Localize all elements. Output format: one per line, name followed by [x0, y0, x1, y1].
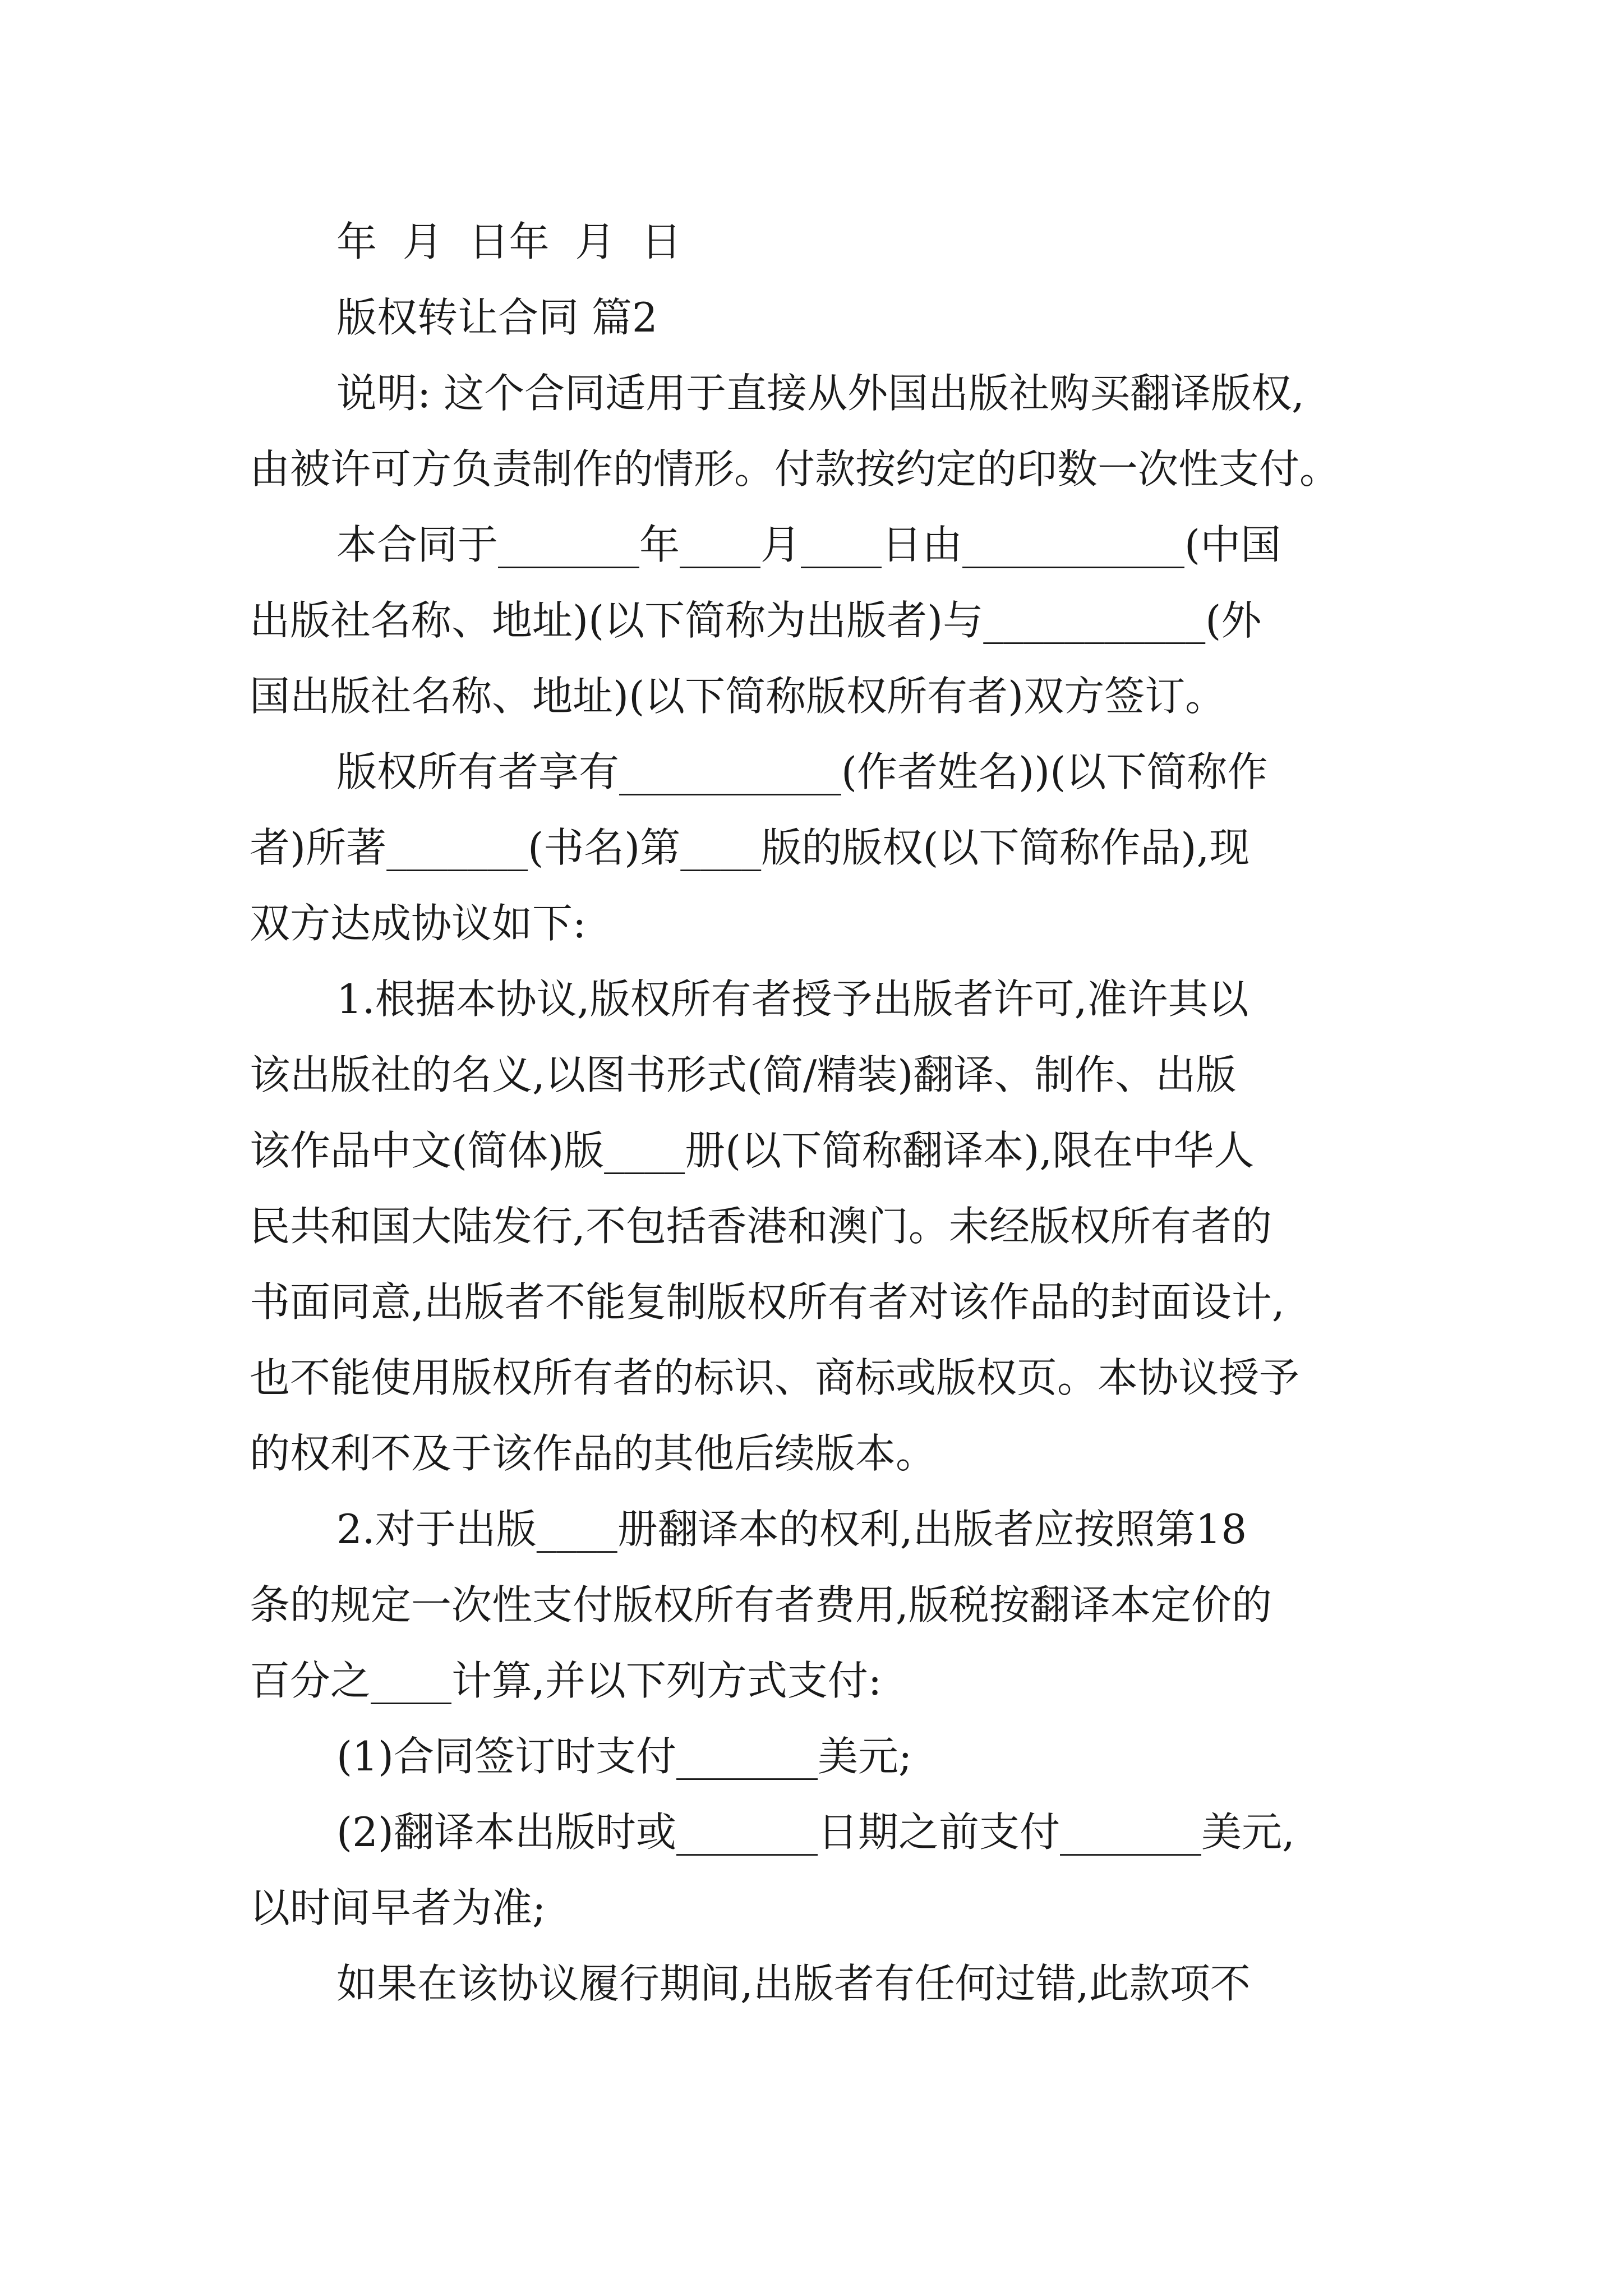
paragraph-line: 者)所著_______(书名)第____版的版权(以下简称作品),现 [250, 824, 1250, 871]
clause-1-line: 该作品中文(简体)版____册(以下简称翻译本),限在中华人 [250, 1127, 1255, 1174]
clause-1-line: 该出版社的名义,以图书形式(简/精装)翻译、制作、出版 [250, 1051, 1237, 1098]
payment-item-2: 以时间早者为准; [250, 1884, 546, 1931]
date-line: 年 月 日年 月 日 [336, 218, 682, 265]
paragraph-line: 国出版社名称、地址)(以下简称版权所有者)双方签订。 [250, 673, 1226, 720]
payment-item-2: (2)翻译本出版时或_______日期之前支付_______美元, [336, 1809, 1295, 1856]
clause-1-line: 1.根据本协议,版权所有者授予出版者许可,准许其以 [336, 976, 1249, 1023]
paragraph-line: 版权所有者享有___________(作者姓名))(以下简称作 [336, 748, 1268, 795]
paragraph-line: 说明: 这个合同适用于直接从外国出版社购买翻译版权, [336, 370, 1305, 417]
clause-2-line: 2.对于出版____册翻译本的权利,出版者应按照第18 [336, 1506, 1247, 1553]
payment-item-1: (1)合同签订时支付_______美元; [336, 1733, 912, 1780]
clause-1-line: 书面同意,出版者不能复制版权所有者对该作品的封面设计, [250, 1278, 1285, 1326]
clause-2-line: 条的规定一次性支付版权所有者费用,版税按翻译本定价的 [250, 1581, 1272, 1628]
clause-1-line: 也不能使用版权所有者的标识、商标或版权页。本协议授予 [250, 1354, 1300, 1401]
paragraph-line: 双方达成协议如下: [250, 900, 587, 947]
paragraph-line: 出版社名称、地址)(以下简称为出版者)与___________(外 [250, 597, 1262, 644]
clause-1-line: 民共和国大陆发行,不包括香港和澳门。未经版权所有者的 [250, 1203, 1272, 1250]
section-heading: 版权转让合同 篇2 [336, 294, 658, 341]
paragraph-line: 由被许可方负责制作的情形。付款按约定的印数一次性支付。 [250, 445, 1340, 493]
clause-1-line: 的权利不及于该作品的其他后续版本。 [250, 1430, 937, 1477]
clause-2-line: 百分之____计算,并以下列方式支付: [250, 1657, 882, 1704]
paragraph-line: 本合同于_______年____月____日由___________(中国 [336, 521, 1281, 568]
paragraph-line: 如果在该协议履行期间,出版者有任何过错,此款项不 [336, 1960, 1251, 2007]
